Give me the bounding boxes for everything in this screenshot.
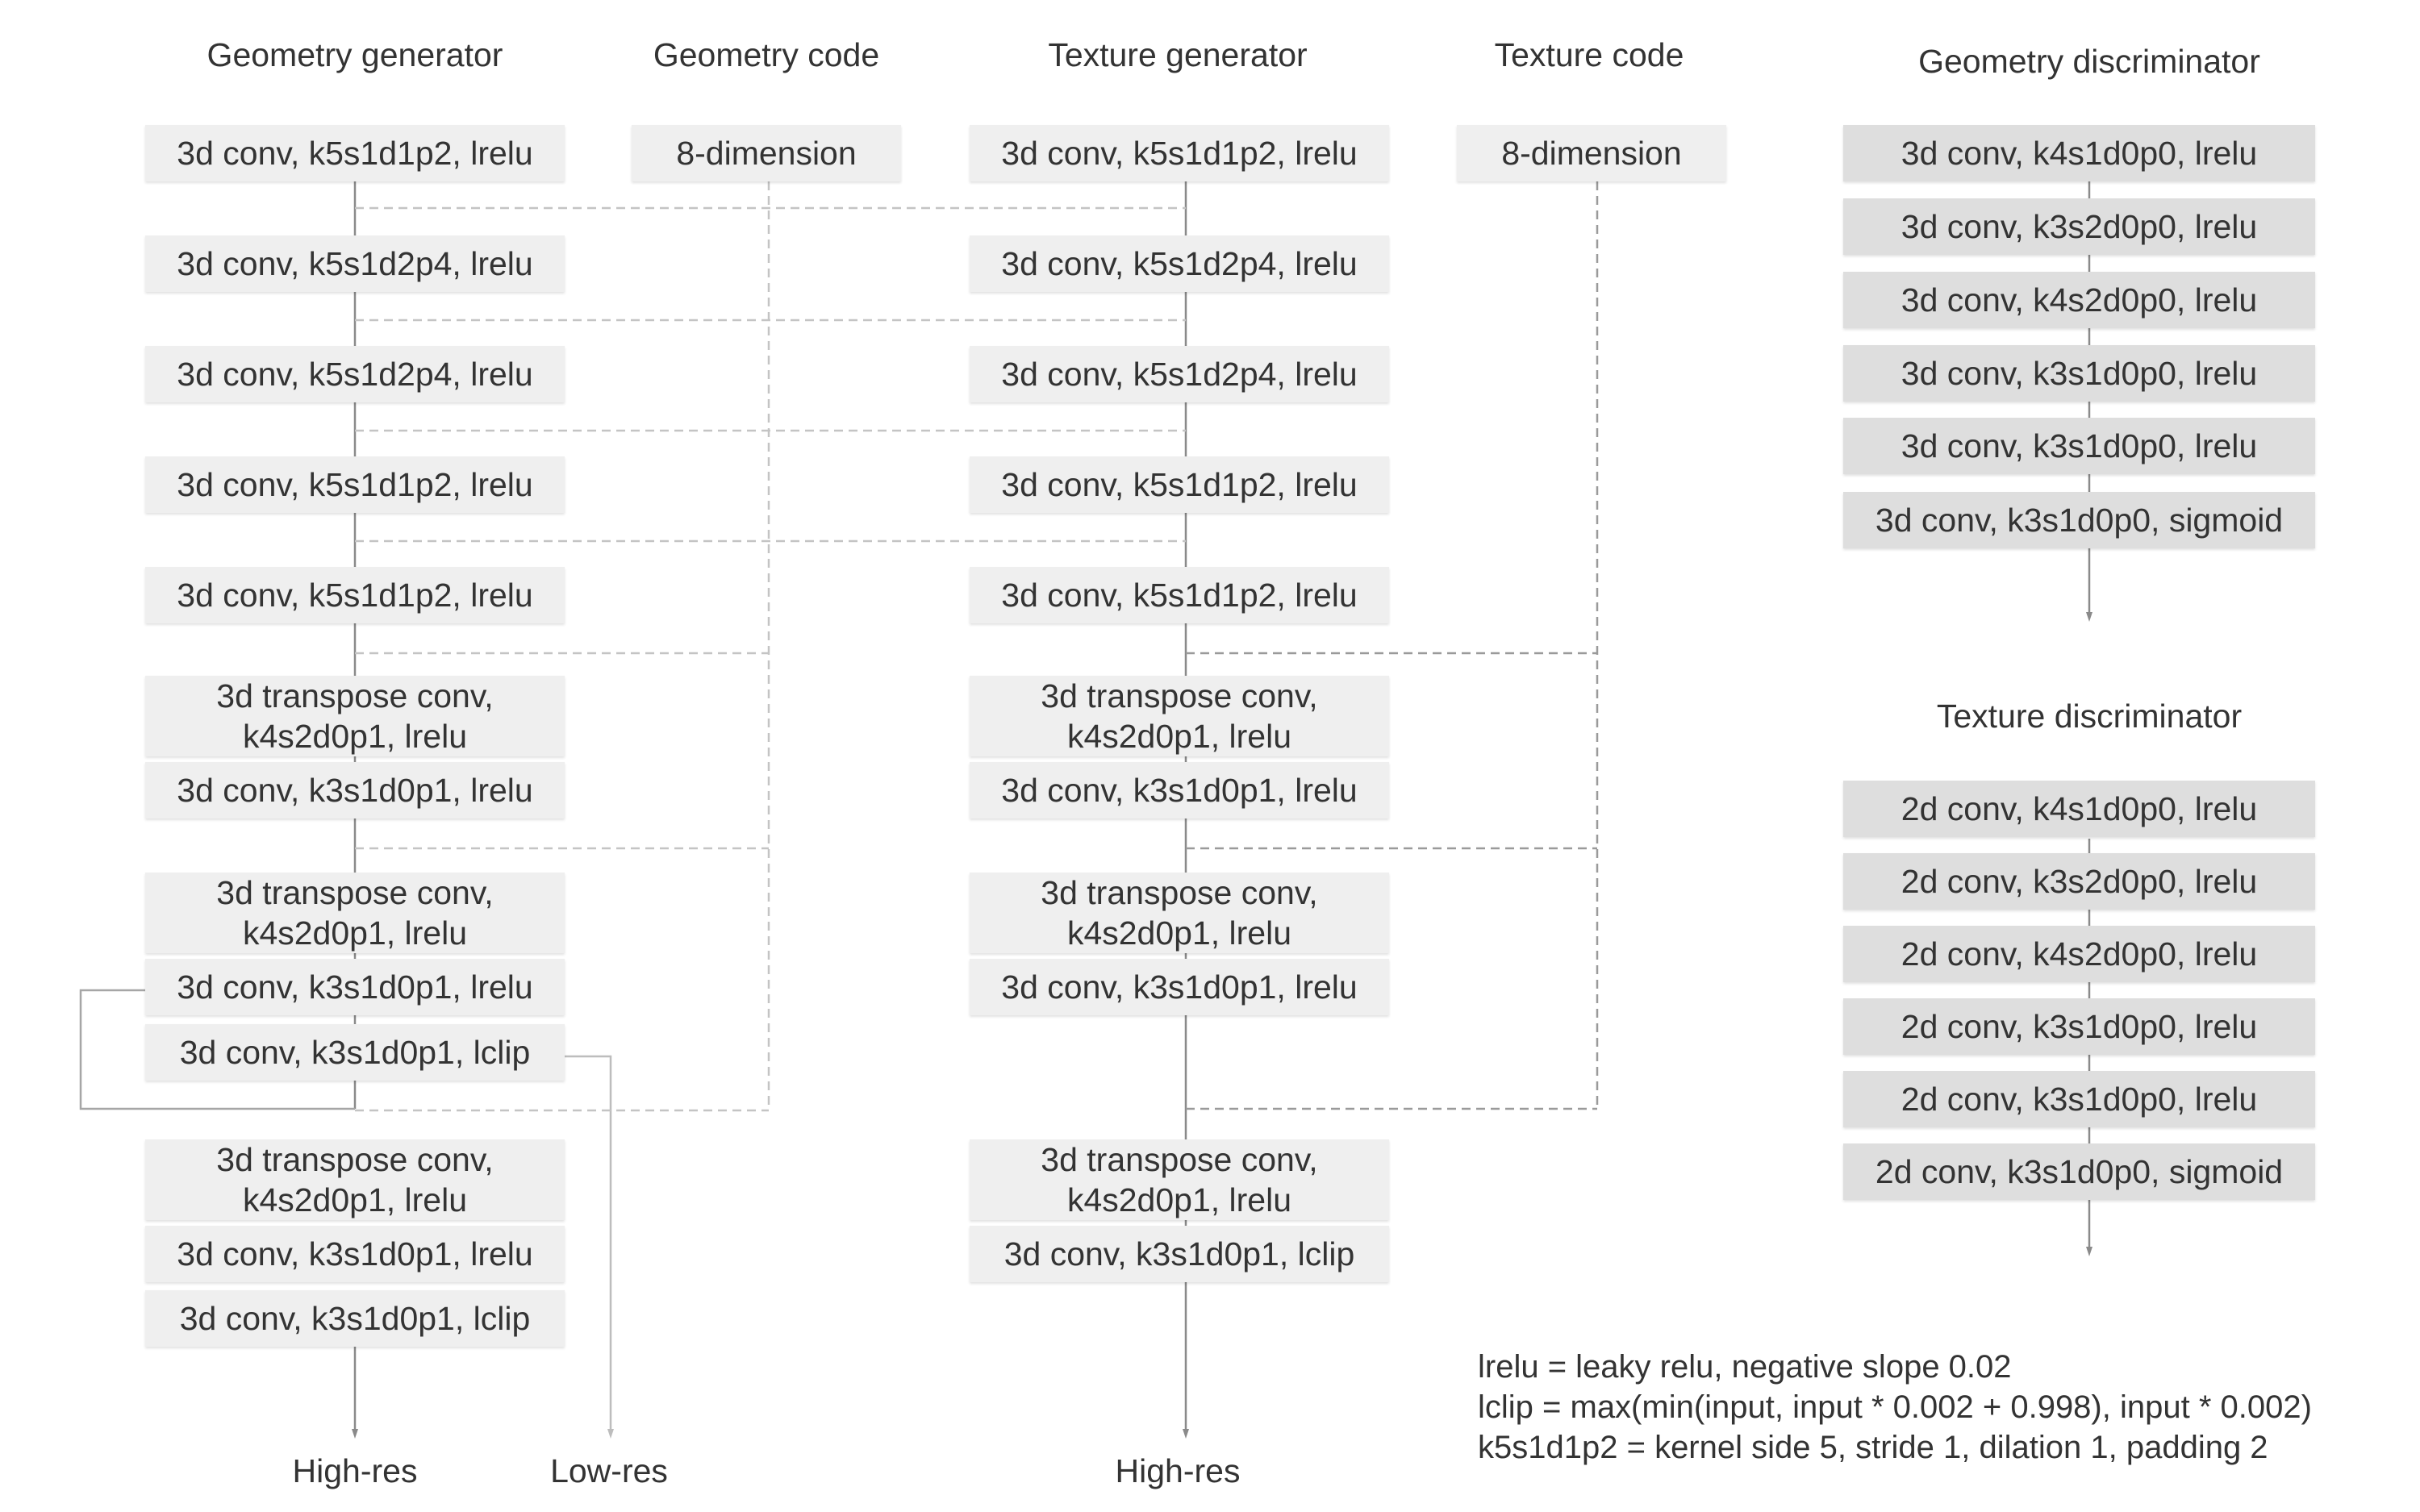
- geometry-discriminator-layer-text: 3d conv, k3s2d0p0, lrelu: [1901, 208, 2258, 245]
- texture-discriminator-layer-text: 2d conv, k3s2d0p0, lrelu: [1901, 863, 2258, 900]
- geometry-generator-layer-text: 3d conv, k3s1d0p1, lclip: [179, 1300, 531, 1337]
- geometry-generator-layer-text: 3d conv, k3s1d0p1, lrelu: [177, 1235, 533, 1272]
- geometry-generator-layer: [145, 1024, 565, 1081]
- geometry-generator-layer: [145, 125, 565, 181]
- texture-generator-layer: [970, 567, 1389, 623]
- texture-generator-layer-text: 3d conv, k3s1d0p1, lrelu: [1001, 772, 1358, 809]
- texture-discriminator-layer: [1843, 1143, 2315, 1200]
- geometry-generator-layer-text: k4s2d0p1, lrelu: [242, 1181, 468, 1218]
- texture-code-title: Texture code: [1494, 36, 1684, 73]
- geometry-discriminator-layer: [1843, 198, 2315, 255]
- texture-discriminator-layer: [1843, 1071, 2315, 1127]
- texture-generator-layer-text: 3d conv, k5s1d1p2, lrelu: [1001, 466, 1358, 503]
- texture-discriminator-layer: [1843, 853, 2315, 910]
- texture-discriminator-layer: [1843, 998, 2315, 1055]
- texture-generator-layer-text: 3d conv, k3s1d0p1, lrelu: [1001, 968, 1358, 1006]
- texture-generator-layer: [970, 456, 1389, 513]
- texture-generator-layer-text: k4s2d0p1, lrelu: [1066, 914, 1292, 952]
- geometry-code-box-text: 8-dimension: [676, 135, 857, 172]
- geometry-discriminator-layer-text: 3d conv, k3s1d0p0, lrelu: [1901, 355, 2258, 392]
- geometry-code-box: [632, 125, 901, 181]
- geometry-generator-layer-text: 3d conv, k3s1d0p1, lrelu: [177, 968, 533, 1006]
- geometry-low-res-output-label: Low-res: [550, 1452, 668, 1489]
- texture-generator-layer: [970, 873, 1389, 953]
- texture-generator-layer-text: 3d conv, k5s1d2p4, lrelu: [1001, 356, 1358, 393]
- geometry-discriminator-layer-text: 3d conv, k3s1d0p0, sigmoid: [1875, 502, 2284, 539]
- geometry-generator-layer: [145, 1226, 565, 1282]
- texture-discriminator-layer: [1843, 781, 2315, 837]
- geometry-discriminator-layer: [1843, 492, 2315, 548]
- geometry-high-res-output-label: High-res: [292, 1452, 418, 1489]
- texture-generator-title: Texture generator: [1048, 36, 1308, 73]
- geometry-generator-layer-text: 3d conv, k3s1d0p1, lrelu: [177, 772, 533, 809]
- texture-code-box: [1457, 125, 1726, 181]
- geometry-generator-layer: [145, 456, 565, 513]
- texture-high-res-output-label: High-res: [1115, 1452, 1241, 1489]
- texture-generator-layer: [970, 346, 1389, 402]
- texture-discriminator-title: Texture discriminator: [1936, 698, 2243, 735]
- geometry-generator-layer-text: 3d conv, k3s1d0p1, lclip: [179, 1034, 531, 1071]
- geometry-generator-layer: [145, 346, 565, 402]
- texture-generator-layer-text: 3d conv, k3s1d0p1, lclip: [1003, 1235, 1355, 1272]
- geometry-discriminator-layer-text: 3d conv, k4s2d0p0, lrelu: [1901, 281, 2258, 319]
- texture-discriminator-layer-text: 2d conv, k3s1d0p0, sigmoid: [1875, 1153, 2284, 1190]
- texture-generator-layer-text: k4s2d0p1, lrelu: [1066, 1181, 1292, 1218]
- texture-discriminator-layer-text: 2d conv, k4s2d0p0, lrelu: [1901, 935, 2258, 973]
- geometry-generator-layer: [145, 762, 565, 818]
- geometry-generator-layer: [145, 1290, 565, 1347]
- geometry-generator-layer-text: 3d conv, k5s1d2p4, lrelu: [177, 245, 533, 282]
- texture-generator-layer: [970, 125, 1389, 181]
- geometry-generator-layer-text: 3d transpose conv,: [216, 874, 494, 911]
- geometry-generator-layer-text: 3d conv, k5s1d1p2, lrelu: [177, 135, 533, 172]
- geometry-generator-layer-text: k4s2d0p1, lrelu: [242, 718, 468, 755]
- texture-generator-layer-text: 3d transpose conv,: [1041, 874, 1318, 911]
- geometry-generator-title: Geometry generator: [207, 36, 503, 73]
- texture-generator-layer: [970, 762, 1389, 818]
- texture-generator-layer: [970, 235, 1389, 292]
- geometry-generator-layer: [145, 567, 565, 623]
- legend-line-lclip: lclip = max(min(input, input * 0.002 + 0.998), input * 0.002): [1478, 1389, 2312, 1425]
- geometry-generator-layer-text: 3d transpose conv,: [216, 677, 494, 714]
- geometry-generator-layer: [145, 676, 565, 756]
- geometry-discriminator-title: Geometry discriminator: [1918, 43, 2260, 80]
- texture-generator-layer: [970, 1226, 1389, 1282]
- legend-line-kernel-notation: k5s1d1p2 = kernel side 5, stride 1, dilation 1, padding 2: [1478, 1430, 2268, 1465]
- geometry-code-title: Geometry code: [653, 36, 880, 73]
- geometry-discriminator-layer: [1843, 272, 2315, 328]
- texture-discriminator-layer-text: 2d conv, k3s1d0p0, lrelu: [1901, 1008, 2258, 1045]
- geometry-generator-layer-text: k4s2d0p1, lrelu: [242, 914, 468, 952]
- geometry-discriminator-layer: [1843, 125, 2315, 181]
- texture-generator-layer: [970, 1139, 1389, 1220]
- geometry-generator-layer-text: 3d conv, k5s1d1p2, lrelu: [177, 577, 533, 614]
- texture-generator-layer-text: 3d conv, k5s1d1p2, lrelu: [1001, 135, 1358, 172]
- texture-generator-layer-text: 3d conv, k5s1d2p4, lrelu: [1001, 245, 1358, 282]
- texture-discriminator-layer-text: 2d conv, k4s1d0p0, lrelu: [1901, 790, 2258, 827]
- texture-generator-layer-text: k4s2d0p1, lrelu: [1066, 718, 1292, 755]
- geometry-generator-layer-text: 3d conv, k5s1d2p4, lrelu: [177, 356, 533, 393]
- texture-discriminator-layer: [1843, 926, 2315, 982]
- texture-discriminator-layer-text: 2d conv, k3s1d0p0, lrelu: [1901, 1081, 2258, 1118]
- texture-generator-layer: [970, 959, 1389, 1015]
- geometry-generator-layer: [145, 1139, 565, 1220]
- geometry-generator-layer: [145, 235, 565, 292]
- texture-code-box-text: 8-dimension: [1501, 135, 1682, 172]
- legend: [1478, 1347, 2312, 1468]
- geometry-discriminator-layer-text: 3d conv, k3s1d0p0, lrelu: [1901, 427, 2258, 464]
- geometry-discriminator-layer: [1843, 345, 2315, 402]
- texture-generator-layer: [970, 676, 1389, 756]
- geometry-generator-layer-text: 3d conv, k5s1d1p2, lrelu: [177, 466, 533, 503]
- texture-generator-layer-text: 3d conv, k5s1d1p2, lrelu: [1001, 577, 1358, 614]
- geometry-generator-layer: [145, 959, 565, 1015]
- geometry-generator-layer: [145, 873, 565, 953]
- texture-generator-layer-text: 3d transpose conv,: [1041, 677, 1318, 714]
- texture-generator-layer-text: 3d transpose conv,: [1041, 1141, 1318, 1178]
- geometry-generator-layer-text: 3d transpose conv,: [216, 1141, 494, 1178]
- legend-line-lrelu: lrelu = leaky relu, negative slope 0.02: [1478, 1349, 2012, 1385]
- geometry-discriminator-layer: [1843, 418, 2315, 474]
- geometry-discriminator-layer-text: 3d conv, k4s1d0p0, lrelu: [1901, 135, 2258, 172]
